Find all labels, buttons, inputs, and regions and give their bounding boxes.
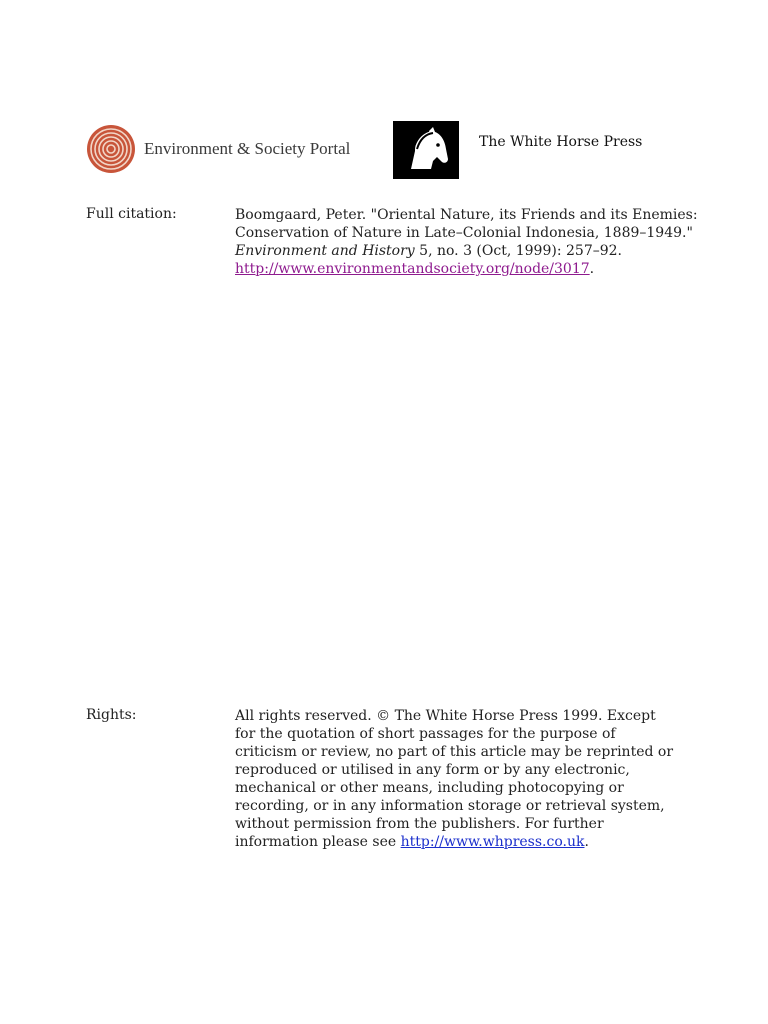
rights-line-2: for the quotation of short passages for the purpose of [235, 726, 616, 742]
citation-line-2: Conservation of Nature in Late–Colonial Indonesia, 1889–1949." [235, 225, 693, 241]
journal-title: Environment and History [235, 243, 415, 259]
publisher-name: The White Horse Press [479, 134, 643, 150]
publisher-link-suffix: . [584, 834, 589, 850]
citation-line-1: Boomgaard, Peter. "Oriental Nature, its Friends and its Enemies: [235, 207, 698, 223]
portal-logo [86, 124, 350, 174]
citation-body [235, 206, 698, 278]
rights-line-5: mechanical or other means, including photocopying or [235, 780, 624, 796]
horse-logo [393, 121, 459, 179]
publisher-link[interactable]: http://www.whpress.co.uk [400, 834, 585, 850]
horse-head-icon [393, 121, 459, 179]
rights-line-6: recording, or in any information storage or retrieval system, [235, 798, 665, 814]
rights-line-7: without permission from the publishers. For further [235, 816, 604, 832]
journal-details: 5, no. 3 (Oct, 1999): 257–92. [414, 243, 622, 259]
rights-body [235, 707, 673, 851]
rights-line-4: reproduced or utilised in any form or by any electronic, [235, 762, 630, 778]
citation-line-4 [235, 260, 698, 278]
citation-link-suffix: . [589, 261, 595, 277]
rights-line-8 [235, 833, 673, 851]
tree-rings-icon [86, 124, 136, 174]
rights-line-1: All rights reserved. © The White Horse Press 1999. Except [235, 708, 656, 724]
rights-line-3: criticism or review, no part of this article may be reprinted or [235, 744, 674, 760]
citation-line-3 [235, 242, 698, 260]
rights-last-prefix: information please see [235, 834, 401, 850]
citation-link[interactable]: http://www.environmentandsociety.org/node/3017 [235, 261, 590, 277]
citation-label: Full citation: [86, 206, 177, 222]
portal-name: Environment & Society Portal [144, 139, 351, 158]
rights-label: Rights: [86, 707, 137, 723]
